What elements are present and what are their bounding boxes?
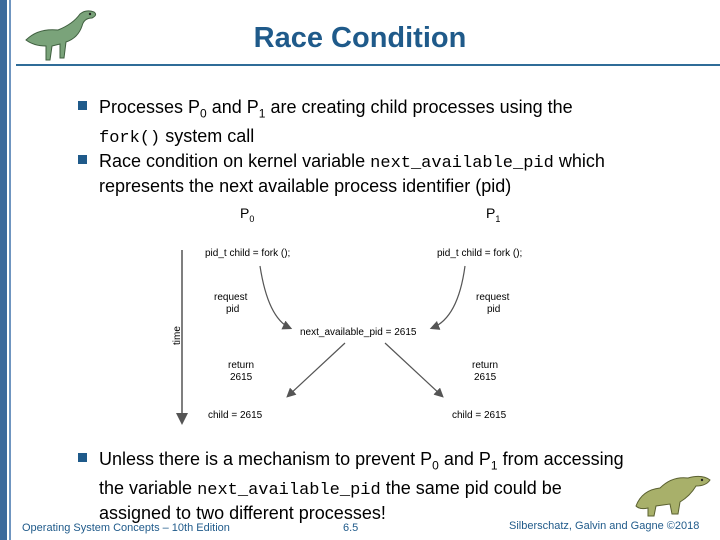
page-title: Race Condition — [253, 22, 467, 54]
b3-text1: Unless there is a mechanism to prevent P — [99, 449, 433, 469]
b1-code: fork() — [99, 128, 161, 148]
b1-sub1: 0 — [200, 106, 207, 121]
p1-label: $P_1$ — [486, 205, 501, 224]
dinosaur-logo-bottom — [632, 468, 714, 518]
left-decor-line — [9, 0, 11, 540]
b1-text1: Processes P — [99, 97, 201, 117]
left-decor-bar — [0, 0, 7, 540]
b2-text2: which — [553, 151, 605, 171]
b1-text3: are creating child processes using the — [265, 97, 573, 117]
time-label: time — [172, 326, 183, 345]
b2-text3: represents the next available process identifier (pid) — [99, 176, 512, 196]
request-right-1: request — [476, 292, 510, 303]
request-right-2: pid — [487, 304, 501, 315]
center-variable: next_available_pid = 2615 — [300, 327, 417, 338]
request-left-1: request — [214, 292, 248, 303]
fork-right: pid_t child = fork (); — [437, 248, 523, 259]
b3-text2: and P — [438, 449, 491, 469]
request-left-2: pid — [226, 304, 240, 315]
bullet-2 — [99, 150, 709, 197]
b3-text6: assigned to two different processes! — [99, 502, 386, 523]
b2-code: next_available_pid — [370, 154, 554, 173]
request-right-curve — [432, 266, 465, 328]
request-left-curve — [260, 266, 290, 328]
footer-left: Operating System Concepts – 10th Edition — [22, 522, 230, 534]
footer-right: Silberschatz, Galvin and Gagne ©2018 — [509, 520, 700, 532]
return-left-curve — [288, 343, 345, 396]
race-condition-diagram — [160, 200, 560, 430]
child-right: child = 2615 — [452, 410, 507, 421]
b1-text4: system call — [160, 125, 255, 146]
bullet-square-icon — [78, 155, 87, 164]
b1-text2: and P — [206, 97, 259, 117]
bullet-3 — [99, 448, 709, 524]
b3-sub1: 0 — [432, 458, 439, 473]
b3-sub2: 1 — [490, 458, 498, 473]
b2-text1: Race condition on kernel variable — [99, 151, 371, 171]
footer-center: 6.5 — [343, 522, 359, 534]
b3-text4: the variable — [99, 477, 198, 498]
p0-label: $P_0$ — [240, 205, 255, 224]
fork-left: pid_t child = fork (); — [205, 248, 291, 259]
child-left: child = 2615 — [208, 410, 263, 421]
return-right-1: return — [472, 360, 499, 371]
b3-text3: from accessing — [497, 449, 624, 469]
bullet-1 — [99, 96, 699, 150]
return-right-curve — [385, 343, 442, 396]
b3-text5: the same pid could be — [380, 477, 562, 498]
return-left-1: return — [228, 360, 255, 371]
bullet-square-icon — [78, 101, 87, 110]
b3-code: next_available_pid — [197, 480, 381, 500]
title-underline — [16, 64, 720, 66]
bullet-square-icon — [78, 453, 87, 462]
b1-sub2: 1 — [258, 106, 266, 121]
return-left-2: 2615 — [230, 372, 253, 383]
return-right-2: 2615 — [474, 372, 497, 383]
